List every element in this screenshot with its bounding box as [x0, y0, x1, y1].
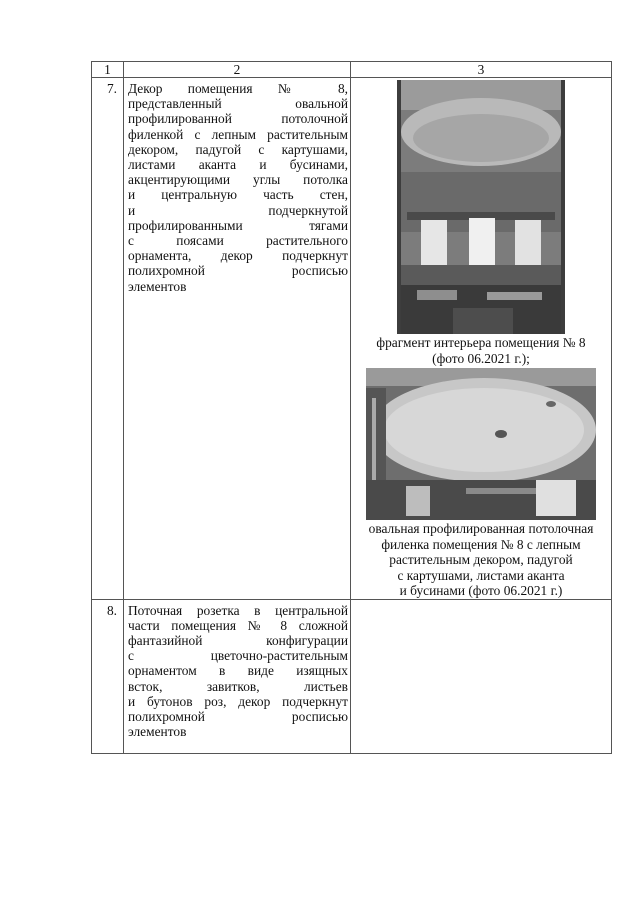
header-col-2: 2 [124, 62, 351, 78]
header-col-3: 3 [351, 62, 612, 78]
description-line: листами аканта и бусинами, [128, 157, 348, 173]
description-line: и бутонов роз, декор подчеркнут [128, 693, 348, 709]
table-row [92, 78, 612, 600]
photo-caption [351, 521, 611, 599]
caption-line: и бусинами (фото 06.2021 г.) [399, 583, 563, 598]
description-line: фантазийной конфигурации [128, 632, 348, 648]
description-line: представленный овальной [128, 96, 348, 112]
description-line: и центральную часть стен, [128, 187, 348, 203]
heritage-table [91, 61, 612, 754]
description-line: части помещения № 8 сложной [128, 617, 348, 633]
caption-line: филенка помещения № 8 с лепным [381, 536, 581, 552]
row-number: 7. [92, 78, 124, 600]
description-line: профилированной потолочной [128, 111, 348, 127]
description-line: филенкой с лепным растительным [128, 126, 348, 142]
photo-caption [351, 335, 611, 366]
row-photos [351, 78, 612, 600]
description-line: орнаментом в виде изящных [128, 663, 348, 679]
caption-line: (фото 06.2021 г.); [432, 350, 530, 366]
description-line: элементов [128, 724, 187, 740]
row-photos-empty [351, 599, 612, 753]
description-line: с цветочно-растительным [128, 648, 348, 664]
interior-photo [397, 80, 565, 334]
caption-line: фрагмент интерьера помещения № 8 [376, 335, 586, 350]
header-col-1: 1 [92, 62, 124, 78]
description-line: профилированными тягами [128, 217, 348, 233]
description-line: акцентирующими углы потолка [128, 172, 348, 188]
table-header-row [92, 62, 612, 78]
description-line: всток, завитков, листьев [128, 678, 348, 694]
caption-line: с картушами, листами аканта [397, 567, 565, 583]
caption-line: овальная профилированная потолочная [368, 521, 594, 536]
description-line: Декор помещения № 8, [128, 81, 348, 96]
row-description [124, 599, 351, 753]
table-row [92, 599, 612, 753]
description-line: и подчеркнутой [128, 202, 348, 218]
description-line: полихромной росписью [128, 708, 348, 724]
caption-line: растительным декором, падугой [389, 552, 573, 567]
description-line: декором, падугой с картушами, [128, 141, 348, 157]
description-line: полихромной росписью [128, 263, 348, 279]
description-line: Поточная розетка в центральной [128, 602, 348, 618]
description-line: элементов [128, 278, 187, 294]
row-number: 8. [92, 599, 124, 753]
row-description [124, 78, 351, 600]
description-line: орнамента, декор подчеркнут [128, 248, 348, 264]
ceiling-photo [366, 368, 596, 520]
description-line: с поясами растительного [128, 233, 348, 249]
